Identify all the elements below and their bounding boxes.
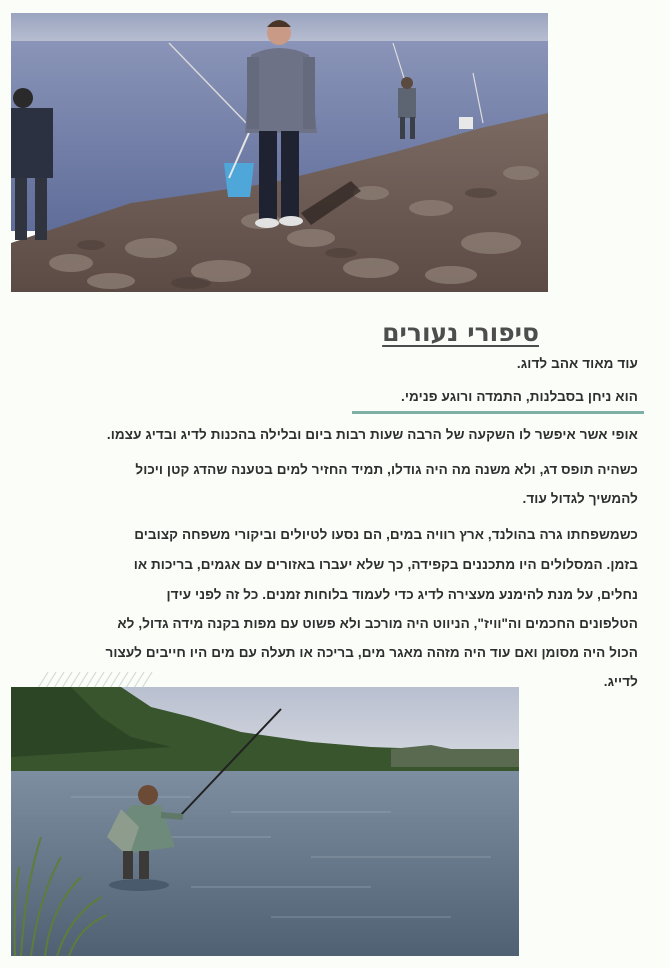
text-line-3: אופי אשר איפשר לו השקעה של הרבה שעות רבות ביום ובלילה בהכנות לדיג ובדיג עצמו. xyxy=(106,427,638,442)
text-line-1: עוד מאוד אהב לדוג. xyxy=(516,356,638,371)
text-line-7: בזמן. המסלולים היו מתכננים בקפידה, כך שלא יעברו באזורים עם אגמים, בריכות או xyxy=(133,557,638,572)
decorative-hatch xyxy=(38,672,158,688)
text-line-11: לדייג. xyxy=(603,674,638,689)
text-line-2: הוא ניחן בסבלנות, התמדה ורוגע פנימי. xyxy=(401,389,638,404)
divider-rule xyxy=(352,411,644,414)
text-line-5: להמשיך לגדול עוד. xyxy=(522,491,638,506)
photo-lake-fishing xyxy=(11,687,519,956)
text-line-8: נחלים, על מנת להימנע מעצירה לדיג כדי לעמוד בלוחות זמנים. כל זה לפני עידן xyxy=(166,587,638,602)
text-line-10: הכול היה מסומן ואם עוד היה מזהה מאגר מים, בריכה או תעלה עם מים היו חייבים לעצור xyxy=(105,645,638,660)
text-line-4: כשהיה תופס דג, ולא משנה מה היה גודלו, תמיד החזיר למים בטענה שהדג קטן ויכול xyxy=(135,462,638,477)
text-line-6: כשמשפחתו גרה בהולנד, ארץ רוויה במים, הם נסעו לטיולים וביקורי משפחה קצובים xyxy=(134,527,638,542)
photo-shore-fishing xyxy=(11,13,548,292)
page-title: סיפורי נעורים xyxy=(382,318,539,347)
text-line-9: הטלפונים החכמים וה"וויז", הניווט היה מורכב ולא פשוט עם מפות בקנה מידה גדול, לא xyxy=(117,616,638,631)
